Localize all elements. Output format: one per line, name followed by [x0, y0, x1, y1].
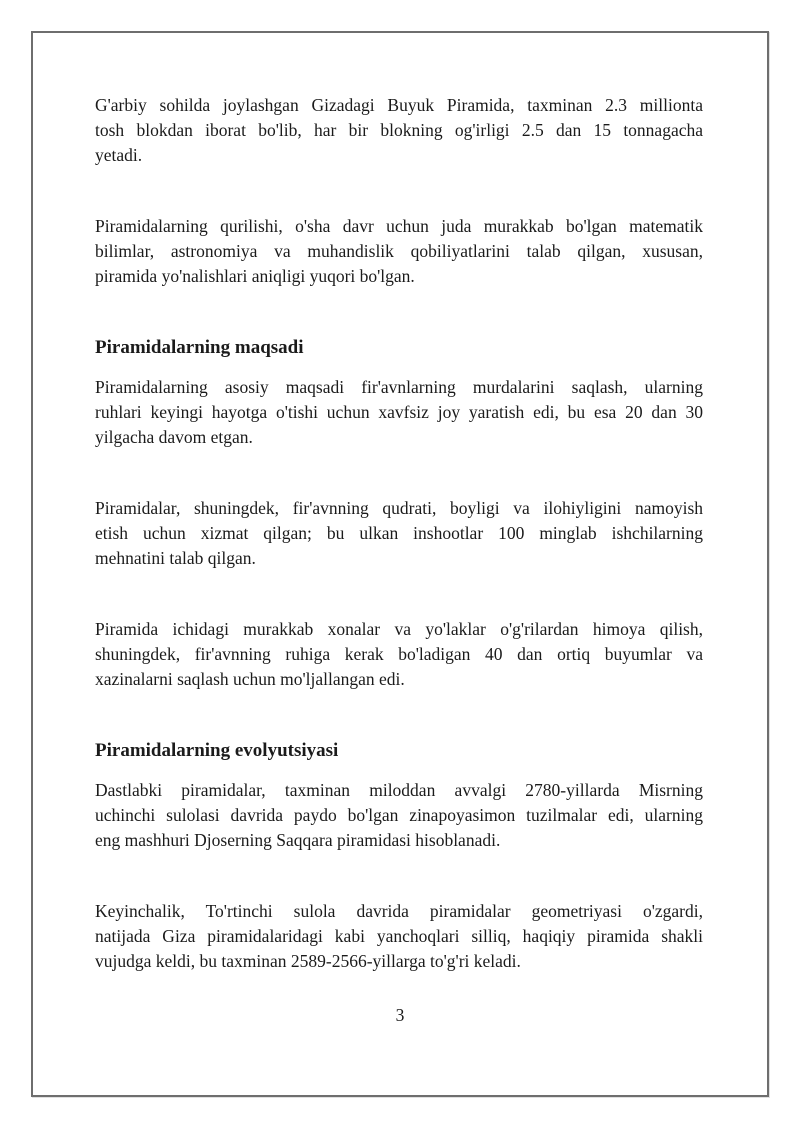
text-line: yilgacha davom etgan. — [95, 427, 253, 447]
text-line: xazinalarni saqlash uchun mo'ljallangan edi. — [95, 669, 405, 689]
body-paragraph — [95, 496, 703, 571]
text-line: Piramidalarning asosiy maqsadi fir'avnlarning murdalarini saqlash, ularning — [95, 377, 703, 397]
section-heading-maqsadi: Piramidalarning maqsadi — [95, 337, 304, 358]
text-line: shuningdek, fir'avnning ruhiga kerak bo'ladigan 40 dan ortiq buyumlar va — [95, 644, 703, 664]
section-heading-evolyutsiyasi: Piramidalarning evolyutsiyasi — [95, 740, 339, 761]
text-line: piramida yo'nalishlari aniqligi yuqori bo'lgan. — [95, 266, 415, 286]
text-line: Piramidalarning qurilishi, o'sha davr uchun juda murakkab bo'lgan matematik — [95, 216, 703, 236]
text-line: yetadi. — [95, 145, 143, 165]
body-paragraph — [95, 93, 703, 168]
text-line: eng mashhuri Djoserning Saqqara piramidasi hisoblanadi. — [95, 830, 501, 850]
body-paragraph — [95, 617, 703, 692]
text-line: tosh blokdan iborat bo'lib, har bir blokning og'irligi 2.5 dan 15 tonnagacha — [95, 120, 703, 140]
text-line: etish uchun xizmat qilgan; bu ulkan inshootlar 100 minglab ishchilarning — [95, 523, 703, 543]
text-line: ruhlari keyingi hayotga o'tishi uchun xavfsiz joy yaratish edi, bu esa 20 dan 30 — [95, 402, 703, 422]
body-paragraph — [95, 778, 703, 853]
text-line: Keyinchalik, To'rtinchi sulola davrida piramidalar geometriyasi o'zgardi, — [95, 901, 703, 921]
text-line: uchinchi sulolasi davrida paydo bo'lgan zinapoyasimon tuzilmalar edi, ularning — [95, 805, 703, 825]
body-paragraph — [95, 899, 703, 974]
text-line: natijada Giza piramidalaridagi kabi yanchoqlari silliq, haqiqiy piramida shakli — [95, 926, 703, 946]
text-line: Piramida ichidagi murakkab xonalar va yo'laklar o'g'rilardan himoya qilish, — [95, 619, 703, 639]
text-line: Dastlabki piramidalar, taxminan miloddan avvalgi 2780-yillarda Misrning — [95, 780, 703, 800]
text-line: Piramidalar, shuningdek, fir'avnning qudrati, boyligi va ilohiyligini namoyish — [95, 498, 703, 518]
body-paragraph — [95, 375, 703, 450]
page-content — [95, 93, 703, 1020]
body-paragraph — [95, 214, 703, 289]
text-line: bilimlar, astronomiya va muhandislik qobiliyatlarini talab qilgan, xususan, — [95, 241, 703, 261]
text-line: mehnatini talab qilgan. — [95, 548, 256, 568]
text-line: G'arbiy sohilda joylashgan Gizadagi Buyuk Piramida, taxminan 2.3 millionta — [95, 95, 703, 115]
page-number: 3 — [395, 1005, 405, 1025]
text-line: vujudga keldi, bu taxminan 2589-2566-yillarga to'g'ri keladi. — [95, 951, 521, 971]
